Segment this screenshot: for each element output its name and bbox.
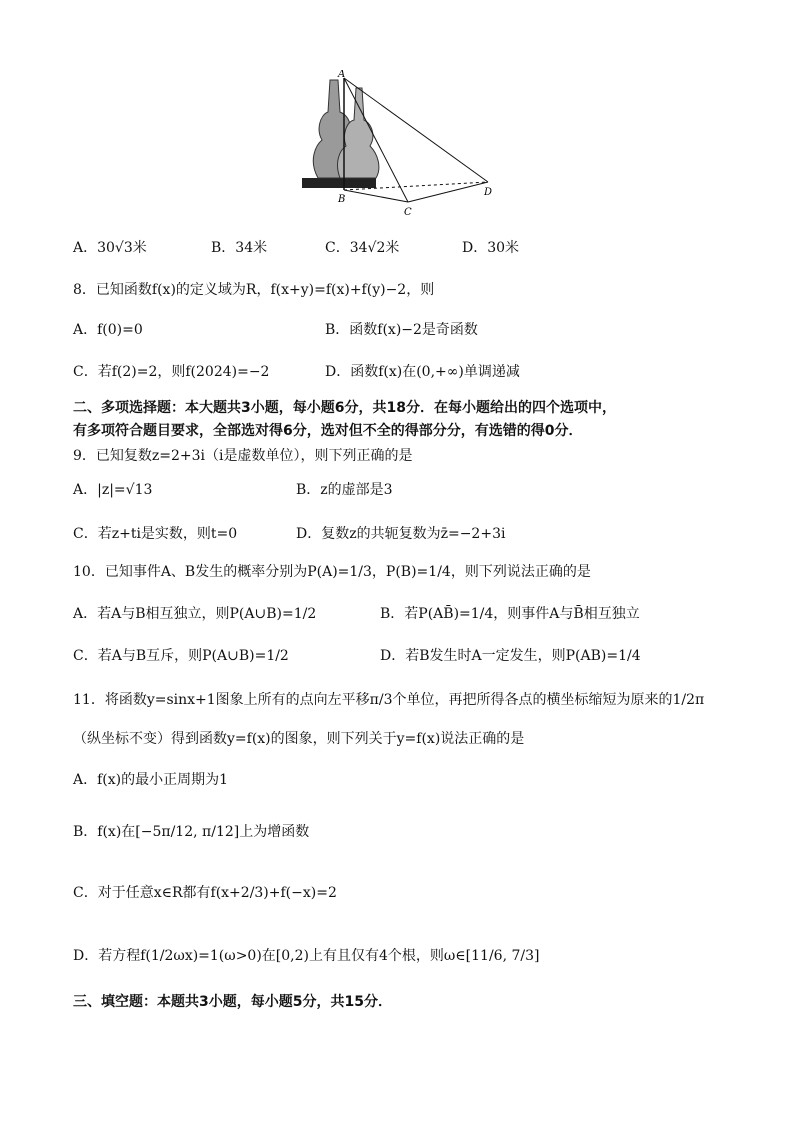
q11-stem-line1: 11．将函数y=sinx+1图象上所有的点向左平移π/3个单位，再把所得各点的横坐标缩短为原来的1/2π: [73, 692, 705, 708]
q7-option-b: B．34米: [211, 240, 268, 256]
q9-stem: 9．已知复数z=2+3i（i是虚数单位），则下列正确的是: [73, 448, 413, 464]
section2-heading-line2: 有多项符合题目要求，全部选对得6分，选对但不全的得部分分，有选错的得0分．: [73, 423, 583, 439]
q10-option-b: B．若P(AB̄)=1/4，则事件A与B̄相互独立: [380, 606, 640, 622]
q11-option-d: D．若方程f(1/2ωx)=1(ω>0)在[0,2)上有且仅有4个根，则ω∈[11/6, 7/3]: [73, 948, 540, 964]
q11-option-b: B．f(x)在[−5π/12, π/12]上为增函数: [73, 824, 310, 840]
q10-option-d: D．若B发生时A一定发生，则P(AB)=1/4: [380, 648, 641, 664]
q8-option-b: B．函数f(x)−2是奇函数: [325, 322, 478, 338]
q10-option-c: C．若A与B互斥，则P(A∪B)=1/2: [73, 648, 289, 664]
label-D: D: [484, 187, 493, 198]
q7-option-a: A．30√3米: [73, 240, 147, 256]
q11-option-a: A．f(x)的最小正周期为1: [73, 772, 229, 788]
sculpture-base: [302, 178, 376, 188]
geometry-figure: [298, 70, 498, 220]
q9-option-c: C．若z+ti是实数，则t=0: [73, 526, 238, 542]
q9-option-b: B．z的虚部是3: [296, 482, 393, 498]
line-CD: [408, 182, 488, 202]
line-BC: [344, 190, 408, 202]
q10-option-a: A．若A与B相互独立，则P(A∪B)=1/2: [73, 606, 317, 622]
label-C: C: [404, 207, 412, 218]
q9-option-a: A．|z|=√13: [73, 482, 153, 498]
q8-stem: 8．已知函数f(x)的定义域为R，f(x+y)=f(x)+f(y)−2，则: [73, 282, 435, 298]
q8-option-c: C．若f(2)=2，则f(2024)=−2: [73, 364, 270, 380]
label-A: A: [338, 70, 346, 80]
label-B: B: [338, 194, 346, 205]
q10-stem: 10．已知事件A、B发生的概率分别为P(A)=1/3，P(B)=1/4，则下列说法正确的是: [73, 564, 591, 580]
section2-heading-line1: 二、多项选择题：本大题共3小题，每小题6分，共18分．在每小题给出的四个选项中，: [73, 400, 616, 416]
q7-option-c: C．34√2米: [325, 240, 400, 256]
q9-option-d: D．复数z的共轭复数为z̄=−2+3i: [296, 526, 506, 542]
section3-heading: 三、填空题：本题共3小题，每小题5分，共15分．: [73, 994, 392, 1010]
q7-option-d: D．30米: [462, 240, 520, 256]
q8-option-d: D．函数f(x)在(0,+∞)单调递减: [325, 364, 520, 380]
q11-stem-line2: （纵坐标不变）得到函数y=f(x)的图象，则下列关于y=f(x)说法正确的是: [73, 731, 525, 747]
q8-option-a: A．f(0)=0: [73, 322, 143, 338]
q11-option-c: C．对于任意x∈R都有f(x+2/3)+f(−x)=2: [73, 885, 337, 901]
